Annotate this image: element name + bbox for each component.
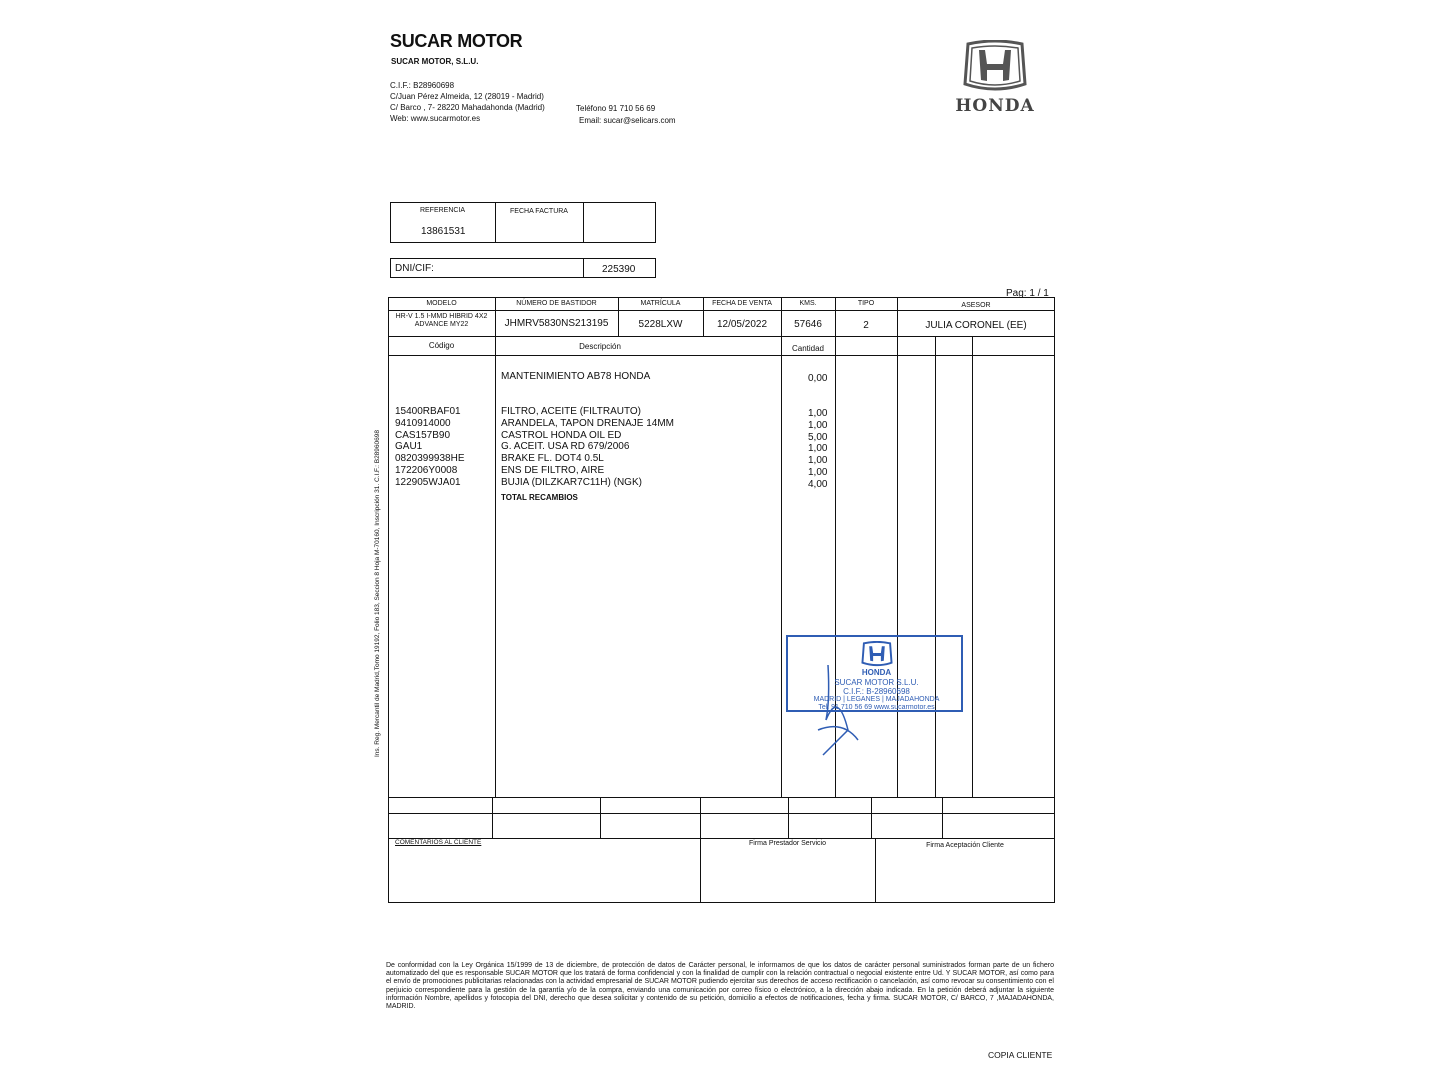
company-cif: C.I.F.: B28960698 <box>390 81 455 90</box>
honda-h-icon <box>962 40 1028 92</box>
header-bastidor: NÚMERO DE BASTIDOR <box>516 300 597 307</box>
copy-label: COPIA CLIENTE <box>988 1050 1053 1060</box>
vehicle-tipo: 2 <box>863 320 869 331</box>
company-address-2: C/ Barco , 7- 28220 Mahadahonda (Madrid) <box>390 103 545 112</box>
vehicle-kms: 57646 <box>794 319 822 330</box>
item-code: CAS157B90 <box>395 429 451 441</box>
item-descriptions-column <box>501 406 674 489</box>
item-quantities-column <box>808 408 827 491</box>
header-kms: KMS. <box>799 300 817 307</box>
item-description: ENS DE FILTRO, AIRE <box>501 464 605 476</box>
stamp-brand: HONDA <box>861 668 892 677</box>
header-modelo: MODELO <box>426 300 457 307</box>
header-codigo: Código <box>428 341 455 350</box>
header-cantidad: Cantidad <box>791 344 825 353</box>
header-fecha-venta: FECHA DE VENTA <box>712 300 772 307</box>
vehicle-modelo <box>388 313 495 329</box>
registry-side-text: Ins. Reg. Mercantil de Madrid,Tomo 19192, Folio 183, Seccion 8 Hoja M-70160, Inscripción 31. C.I.F.: B28960698 <box>374 430 381 757</box>
total-recambios-label: TOTAL RECAMBIOS <box>501 493 578 502</box>
company-name: SUCAR MOTOR <box>390 31 523 51</box>
company-email: Email: sucar@selicars.com <box>579 116 676 125</box>
item-quantity: 5,00 <box>808 431 828 443</box>
company-legal-name: SUCAR MOTOR, S.L.U. <box>391 57 479 66</box>
item-code: 15400RBAF01 <box>395 406 461 417</box>
item-description: G. ACEIT. USA RD 679/2006 <box>501 441 630 453</box>
item-quantity: 1,00 <box>808 408 828 419</box>
vehicle-bastidor: JHMRV5830NS213195 <box>504 318 609 329</box>
item-code: 172206Y0008 <box>395 464 458 476</box>
vehicle-fecha-venta: 12/05/2022 <box>716 319 768 330</box>
referencia-value: 13861531 <box>421 226 466 237</box>
vehicle-modelo-line1: HR-V 1.5 I-MMD HIBRID 4X2 <box>395 313 488 320</box>
company-phone: Teléfono 91 710 56 69 <box>576 104 656 113</box>
page-number: Pag: 1 / 1 <box>1006 288 1049 299</box>
item-description: ARANDELA, TAPON DRENAJE 14MM <box>501 417 675 429</box>
item-description: BRAKE FL. DOT4 0.5L <box>501 453 604 465</box>
item-description: BUJIA (DILZKAR7C11H) (NGK) <box>501 476 642 488</box>
stamp-line-4: Tel: 91 710 56 69 www.sucarmotor.es <box>818 704 935 711</box>
header-asesor: ASESOR <box>961 302 991 309</box>
item-quantity: 1,00 <box>808 419 828 431</box>
item-description: FILTRO, ACEITE (FILTRAUTO) <box>501 406 642 417</box>
signature <box>808 660 868 760</box>
item-quantity: 1,00 <box>808 466 828 478</box>
item-quantity: 1,00 <box>808 443 828 455</box>
item-quantity: 4,00 <box>808 478 828 490</box>
item-code: GAU1 <box>395 441 423 453</box>
dni-label: DNI/CIF: <box>395 263 434 274</box>
stamp-line-2: C.I.F.: B-28960698 <box>843 687 910 696</box>
item-code: 122905WJA01 <box>395 476 461 488</box>
honda-logo <box>936 40 1054 116</box>
service-quantity: 0,00 <box>808 373 828 384</box>
vehicle-asesor: JULIA CORONEL (EE) <box>925 320 1027 331</box>
item-code: 9410914000 <box>395 417 451 429</box>
legal-notice: De conformidad con la Ley Orgánica 15/1999 de 13 de diciembre, de protección de datos de Carácter personal, le informamos de que los datos de carácter personal suministrados forman parte de un fichero automatizado del que es responsable SUCAR MOTOR que los tratará de forma confidencial y con la finalidad de cumplir con la relación contractual o negocial existente entre Ud. Y SUCAR MOTOR, así como para el envío de promociones publicitarias relacionadas con la actividad empresarial de SUCAR MOTOR pudiendo ejercitar sus derechos de acceso rectificación o cancelación, así como revocar su consentimiento con el perjuicio correspondiente para la gestión de la garantía y/o de la compra, enviando una comunicación por correo físico o electrónico, a la dirección abajo indicada. En la petición deberá adjuntar la siguiente información Nombre, apellidos y fotocopia del DNI, derecho que desea solicitar y contenido de su petición, domicilio a efectos de notificaciones, fecha y firma. SUCAR MOTOR, C/ BARCO, 7 ,MAJADAHONDA, MADRID. <box>386 962 1054 1011</box>
firma-prestador-label: Firma Prestador Servicio <box>748 840 827 847</box>
header-descripcion: Descripción <box>579 342 621 351</box>
header-tipo: TIPO <box>857 300 875 307</box>
item-code: 0820399938HE <box>395 453 465 465</box>
referencia-label: REFERENCIA <box>419 207 466 214</box>
service-description: MANTENIMIENTO AB78 HONDA <box>501 371 651 382</box>
fecha-factura-label: FECHA FACTURA <box>510 208 568 215</box>
company-web: Web: www.sucarmotor.es <box>390 114 481 123</box>
comentarios-label: COMENTARIOS AL CLIENTE <box>395 839 482 846</box>
dni-value: 225390 <box>602 264 636 275</box>
honda-wordmark: HONDA <box>955 96 1035 116</box>
firma-cliente-label: Firma Aceptación Cliente <box>926 842 1004 849</box>
header-matricula: MATRÍCULA <box>640 300 681 307</box>
item-description: CASTROL HONDA OIL ED <box>501 429 622 441</box>
vehicle-matricula: 5228LXW <box>638 319 683 330</box>
vehicle-modelo-line2: ADVANCE MY22 <box>414 321 469 328</box>
stamp-line-3: MADRID | LEGANES | MAJADAHONDA <box>813 696 940 703</box>
item-codes-column <box>395 406 465 489</box>
company-address-1: C/Juan Pérez Almeida, 12 (28019 - Madrid) <box>390 92 544 101</box>
stamp-line-1: SUCAR MOTOR S.L.U. <box>834 678 919 687</box>
item-quantity: 1,00 <box>808 455 828 467</box>
